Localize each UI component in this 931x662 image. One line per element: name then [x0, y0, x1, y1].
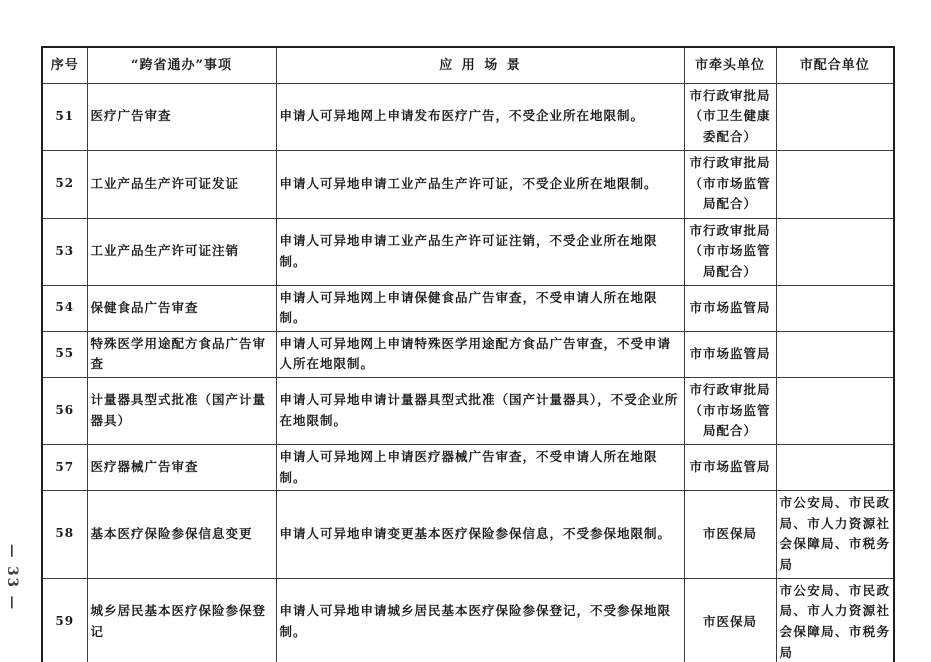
- cell-item: 医疗广告审查: [87, 83, 276, 150]
- cell-serial: 52: [42, 150, 87, 218]
- cell-scenario: 申请人可异地申请工业产品生产许可证注销，不受企业所在地限制。: [276, 218, 684, 285]
- cell-coop-unit: [776, 285, 894, 331]
- cell-lead-unit: 市医保局: [684, 491, 776, 579]
- cell-item: 工业产品生产许可证注销: [87, 218, 276, 285]
- cell-scenario: 申请人可异地网上申请特殊医学用途配方食品广告审查，不受申请人所在地限制。: [276, 331, 684, 377]
- cell-lead-unit: 市行政审批局（市市场监管局配合）: [684, 150, 776, 218]
- cell-serial: 55: [42, 331, 87, 377]
- cell-serial: 53: [42, 218, 87, 285]
- cell-coop-unit: [776, 218, 894, 285]
- header-serial: 序号: [42, 47, 87, 83]
- cell-serial: 57: [42, 444, 87, 490]
- header-coop-unit: 市配合单位: [776, 47, 894, 83]
- cell-lead-unit: 市行政审批局（市市场监管局配合）: [684, 378, 776, 445]
- table-header: [42, 47, 894, 83]
- cell-coop-unit: [776, 150, 894, 218]
- cell-item: 特殊医学用途配方食品广告审查: [87, 331, 276, 377]
- table-row: [42, 285, 894, 331]
- cell-coop-unit: 市公安局、市民政局、市人力资源社会保障局、市税务局: [776, 491, 894, 579]
- cell-item: 计量器具型式批准（国产计量器具）: [87, 378, 276, 445]
- cell-serial: 58: [42, 491, 87, 579]
- table-row: [42, 150, 894, 218]
- cell-coop-unit: 市公安局、市民政局、市人力资源社会保障局、市税务局: [776, 578, 894, 662]
- table-row: [42, 444, 894, 490]
- cell-lead-unit: 市市场监管局: [684, 444, 776, 490]
- table-row: [42, 218, 894, 285]
- page-number: — 33 —: [4, 544, 20, 612]
- cell-lead-unit: 市市场监管局: [684, 331, 776, 377]
- header-row: [42, 47, 894, 83]
- cell-scenario: 申请人可异地网上申请保健食品广告审查，不受申请人所在地限制。: [276, 285, 684, 331]
- cell-serial: 56: [42, 378, 87, 445]
- cell-coop-unit: [776, 444, 894, 490]
- header-scenario: 应 用 场 景: [276, 47, 684, 83]
- cell-scenario: 申请人可异地申请计量器具型式批准（国产计量器具），不受企业所在地限制。: [276, 378, 684, 445]
- table-row: [42, 491, 894, 579]
- cell-lead-unit: 市医保局: [684, 578, 776, 662]
- cell-scenario: 申请人可异地申请变更基本医疗保险参保信息，不受参保地限制。: [276, 491, 684, 579]
- cell-coop-unit: [776, 378, 894, 445]
- table-row: [42, 331, 894, 377]
- table-row: [42, 83, 894, 150]
- table-row: [42, 378, 894, 445]
- cell-item: 保健食品广告审查: [87, 285, 276, 331]
- cell-serial: 51: [42, 83, 87, 150]
- cell-scenario: 申请人可异地网上申请发布医疗广告，不受企业所在地限制。: [276, 83, 684, 150]
- header-item: “跨省通办”事项: [87, 47, 276, 83]
- header-lead-unit: 市牵头单位: [684, 47, 776, 83]
- table-body: [42, 83, 894, 662]
- cell-item: 医疗器械广告审查: [87, 444, 276, 490]
- cell-serial: 54: [42, 285, 87, 331]
- cell-scenario: 申请人可异地申请工业产品生产许可证，不受企业所在地限制。: [276, 150, 684, 218]
- cell-item: 基本医疗保险参保信息变更: [87, 491, 276, 579]
- cell-lead-unit: 市行政审批局（市市场监管局配合）: [684, 218, 776, 285]
- cell-coop-unit: [776, 83, 894, 150]
- table-row: [42, 578, 894, 662]
- cell-lead-unit: 市市场监管局: [684, 285, 776, 331]
- cell-serial: 59: [42, 578, 87, 662]
- cell-lead-unit: 市行政审批局（市卫生健康委配合）: [684, 83, 776, 150]
- cell-item: 城乡居民基本医疗保险参保登记: [87, 578, 276, 662]
- cell-coop-unit: [776, 331, 894, 377]
- cross-province-services-table: [41, 46, 895, 662]
- cell-scenario: 申请人可异地申请城乡居民基本医疗保险参保登记，不受参保地限制。: [276, 578, 684, 662]
- cell-scenario: 申请人可异地网上申请医疗器械广告审查，不受申请人所在地限制。: [276, 444, 684, 490]
- cell-item: 工业产品生产许可证发证: [87, 150, 276, 218]
